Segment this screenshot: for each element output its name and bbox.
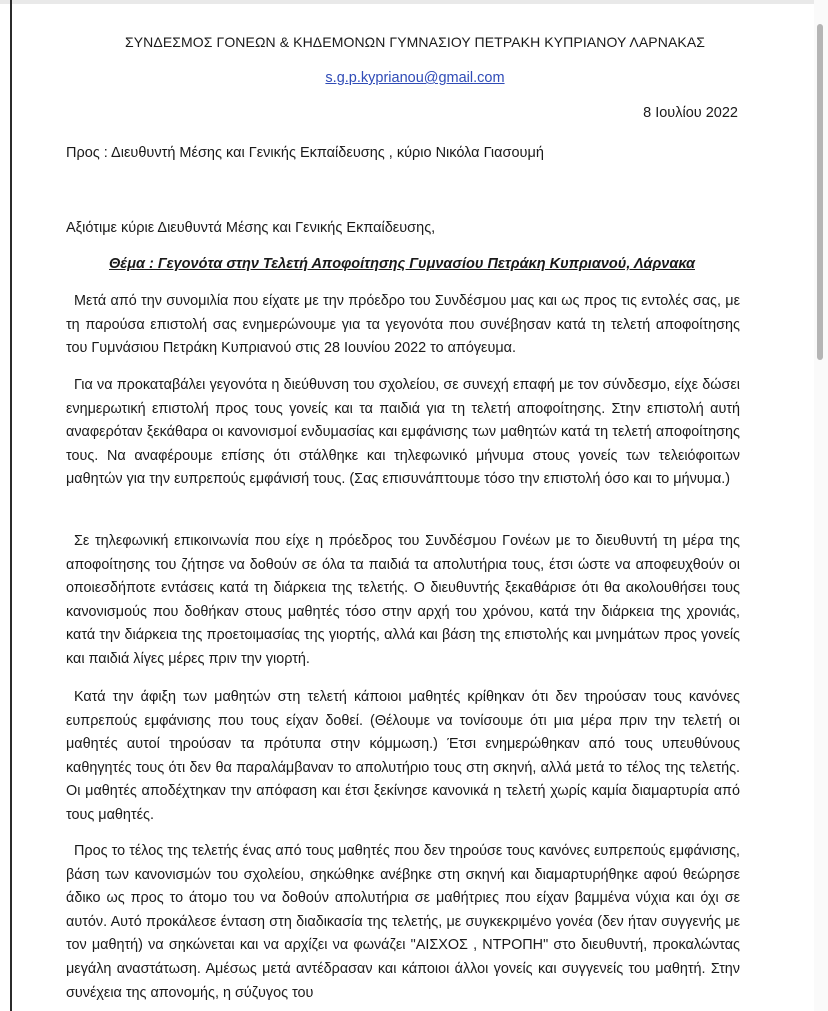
scrollbar-thumb[interactable] [817,24,823,360]
paragraph-5: Προς το τέλος της τελετής ένας από τους μαθητές που δεν τηρούσε τους κανόνες ευπρεπούς εμφάνισης, βάση των κανονισμών του σχολείου, σηκώθηκε ανέβηκε στη σκηνή και διαμαρτυρήθηκε αφού θεώρησε άδικο ως προς το άτομο του να δοθούν απολυτήρια σε μαθήτριες που είχαν βαμμένα νύχια και όχι σε αυτόν. Αυτό προκάλεσε ένταση στη διαδικασία της τελετής, με συγκεκριμένο γονέα (δεν ήταν συγγενής με τον μαθητή) να σηκώνεται και να αρχίζει να φωνάζει "ΑΙΣΧΟΣ , ΝΤΡΟΠΗ" στο διευθυντή, προκαλώντας μεγάλη αναστάτωση. Αμέσως μετά αντέδρασαν και κάποιοι άλλοι γονείς και συγγενείς του μαθητή. Στην συνέχεια της απονομής, η σύζυγος του [66,843,740,1001]
page-left-border [10,0,12,1011]
recipient-line: Προς : Διευθυντή Μέσης και Γενικής Εκπαίδευσης , κύριο Νικόλα Γιασουμή [66,145,544,161]
paragraph-1: Μετά από την συνομιλία που είχατε με την πρόεδρο του Συνδέσμου μας και ως προς τις εντολές σας, με τη παρούσα επιστολή σας ενημερώνουμε για τα γεγονότα που συνέβησαν κατά τη τελετή αποφοίτησης του Γυμνάσιου Πετράκη Κυπριανού στις 28 Ιουνίου 2022 το απόγευμα. [66,293,740,357]
letter-date: 8 Ιουλίου 2022 [643,105,738,121]
paragraph-3: Σε τηλεφωνική επικοινωνία που είχε η πρόεδρος του Συνδέσμου Γονέων με το διευθυντή τη μέρα της αποφοίτησης του ζήτησε να δοθούν σε όλα τα παιδιά τα απολυτήρια τους, έτσι ώστε να αποφευχθούν οι οποιεσδήποτε εντάσεις κατά τη διάρκεια της τελετής. Ο διευθυντής ξεκαθάρισε ότι θα ακολουθήσει τους κανονισμούς που δοθήκαν στους μαθητές τόσο στην αρχή του χρόνου, κατά την διάρκεια της χρονιάς, κατά την διάρκεια της προετοιμασίας της γιορτής, αλλά και βάση της επιστολής και μνημάτων προς γονείς και παιδιά λίγες μέρες πριν την γιορτή. [66,533,740,667]
subject-line: Θέμα : Γεγονότα στην Τελετή Αποφοίτησης Γυμνασίου Πετράκη Κυπριανού, Λάρνακα [109,256,695,272]
paragraph-2: Για να προκαταβάλει γεγονότα η διεύθυνση του σχολείου, σε συνεχή επαφή με τον σύνδεσμο, είχε δώσει ενημερωτική επιστολή προς τους γονείς και τα παιδιά για τη τελετή αποφοίτησης. Στην επιστολή αυτή αναφερόταν ξεκάθαρα οι κανονισμοί ενδυμασίας και εμφάνισης των μαθητών κατά τη τελετή αποφοίτησης τους. Να αναφέρουμε επίσης ότι στάλθηκε και τηλεφωνικό μήνυμα στους γονείς των τελειόφοιτων μαθητών για την ευπρεπούς εμφάνισή τους. (Σας επισυνάπτουμε τόσο την επιστολή όσο και το μήνυμα.) [66,377,740,488]
paragraph-4: Κατά την άφιξη των μαθητών στη τελετή κάποιοι μαθητές κρίθηκαν ότι δεν τηρούσαν τους κανόνες ευπρεπούς εμφάνισης που τους είχαν δοθεί. (Θέλουμε να τονίσουμε ότι μια μέρα πριν την τελετή οι μαθητές αυτοί τηρούσαν τα πρότυπα στην κόμμωση.) Έτσι ενημερώθηκαν από τους υπευθύνους καθηγητές τους ότι δεν θα παραλάμβαναν το απολυτήριο τους στη σκηνή, αλλά μετά το τέλος της τελετής. Οι μαθητές αποδέχτηκαν την απόφαση και έτσι ξεκίνησε κανονικά η τελετή χωρίς καμία διαμαρτυρία από τους μαθητές. [66,689,740,823]
email-link[interactable]: s.g.p.kyprianou@gmail.com [325,70,505,86]
organization-header: ΣΥΝΔΕΣΜΟΣ ΓΟΝΕΩΝ & ΚΗΔΕΜΟΝΩΝ ΓΥΜΝΑΣΙΟΥ ΠΕΤΡΑΚΗ ΚΥΠΡΙΑΝΟΥ ΛΑΡΝΑΚΑΣ [124,34,706,50]
page-top-edge [0,0,828,4]
salutation: Αξιότιμε κύριε Διευθυντά Μέσης και Γενικής Εκπαίδευσης, [66,220,436,236]
